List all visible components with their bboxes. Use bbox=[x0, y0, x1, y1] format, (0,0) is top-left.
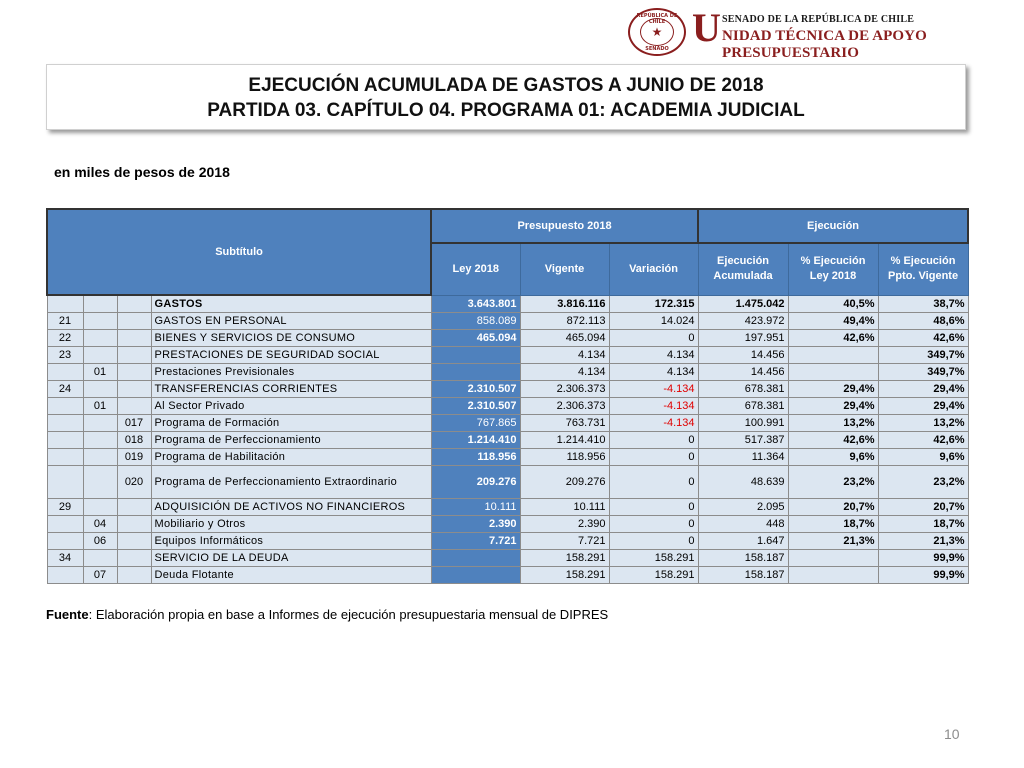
asignacion-cell bbox=[117, 398, 151, 415]
header-text: % Ejecución bbox=[800, 255, 866, 268]
ejecucion-acumulada-cell: 678.381 bbox=[698, 398, 788, 415]
subtitulo-cell bbox=[47, 567, 83, 584]
table-row bbox=[47, 550, 968, 567]
subtitulo-cell bbox=[47, 432, 83, 449]
table-row bbox=[47, 449, 968, 466]
vigente-cell: 1.214.410 bbox=[520, 432, 609, 449]
asignacion-cell bbox=[117, 313, 151, 330]
vigente-cell: 4.134 bbox=[520, 364, 609, 381]
pct-vigente-cell: 9,6% bbox=[878, 449, 968, 466]
asignacion-cell: 019 bbox=[117, 449, 151, 466]
subtitulo-cell: 34 bbox=[47, 550, 83, 567]
asignacion-cell bbox=[117, 516, 151, 533]
vigente-cell: 2.306.373 bbox=[520, 381, 609, 398]
asignacion-cell bbox=[117, 295, 151, 313]
vigente-cell: 872.113 bbox=[520, 313, 609, 330]
pct-ley-cell: 40,5% bbox=[788, 295, 878, 313]
variacion-cell: -4.134 bbox=[609, 398, 698, 415]
description-cell: GASTOS bbox=[151, 295, 431, 313]
pct-vigente-cell: 20,7% bbox=[878, 499, 968, 516]
variacion-cell: 0 bbox=[609, 432, 698, 449]
asignacion-cell: 018 bbox=[117, 432, 151, 449]
variacion-cell: 0 bbox=[609, 330, 698, 347]
ley-cell bbox=[431, 550, 520, 567]
asignacion-cell bbox=[117, 499, 151, 516]
table-row bbox=[47, 330, 968, 347]
item-cell: 01 bbox=[83, 364, 117, 381]
table-row bbox=[47, 567, 968, 584]
pct-vigente-cell: 38,7% bbox=[878, 295, 968, 313]
ejecucion-acumulada-cell: 517.387 bbox=[698, 432, 788, 449]
item-cell bbox=[83, 466, 117, 499]
item-cell: 04 bbox=[83, 516, 117, 533]
title-line-2: PARTIDA 03. CAPÍTULO 04. PROGRAMA 01: ACADEMIA JUDICIAL bbox=[207, 100, 805, 121]
pct-ley-cell: 21,3% bbox=[788, 533, 878, 550]
pct-ley-cell: 29,4% bbox=[788, 381, 878, 398]
ejecucion-acumulada-cell: 2.095 bbox=[698, 499, 788, 516]
asignacion-cell bbox=[117, 533, 151, 550]
senate-seal-logo bbox=[628, 8, 686, 56]
pct-vigente-cell: 349,7% bbox=[878, 364, 968, 381]
subtitulo-cell bbox=[47, 449, 83, 466]
logo-senate-text: SENADO DE LA REPÚBLICA DE CHILE bbox=[722, 14, 915, 25]
subtitulo-cell bbox=[47, 466, 83, 499]
asignacion-cell bbox=[117, 364, 151, 381]
item-cell bbox=[83, 499, 117, 516]
seal-top-text: REPÚBLICA DE CHILE bbox=[636, 13, 678, 25]
pct-vigente-cell: 21,3% bbox=[878, 533, 968, 550]
ejecucion-acumulada-cell: 423.972 bbox=[698, 313, 788, 330]
asignacion-cell bbox=[117, 550, 151, 567]
pct-vigente-cell: 29,4% bbox=[878, 398, 968, 415]
ley-cell: 209.276 bbox=[431, 466, 520, 499]
variacion-cell: -4.134 bbox=[609, 415, 698, 432]
table-row bbox=[47, 415, 968, 432]
vigente-cell: 3.816.116 bbox=[520, 295, 609, 313]
table-row bbox=[47, 295, 968, 313]
description-cell: Al Sector Privado bbox=[151, 398, 431, 415]
item-cell: 07 bbox=[83, 567, 117, 584]
ejecucion-acumulada-cell: 11.364 bbox=[698, 449, 788, 466]
header-presupuesto: Presupuesto 2018 bbox=[431, 209, 698, 243]
budget-table bbox=[46, 208, 969, 584]
ejecucion-acumulada-cell: 1.475.042 bbox=[698, 295, 788, 313]
item-cell bbox=[83, 415, 117, 432]
pct-ley-cell bbox=[788, 550, 878, 567]
ley-cell: 7.721 bbox=[431, 533, 520, 550]
pct-vigente-cell: 13,2% bbox=[878, 415, 968, 432]
ejecucion-acumulada-cell: 48.639 bbox=[698, 466, 788, 499]
vigente-cell: 2.390 bbox=[520, 516, 609, 533]
ley-cell: 2.390 bbox=[431, 516, 520, 533]
variacion-cell: 14.024 bbox=[609, 313, 698, 330]
pct-vigente-cell: 18,7% bbox=[878, 516, 968, 533]
ejecucion-acumulada-cell: 1.647 bbox=[698, 533, 788, 550]
source-label: Fuente bbox=[46, 607, 89, 622]
pct-vigente-cell: 48,6% bbox=[878, 313, 968, 330]
subtitulo-cell bbox=[47, 364, 83, 381]
header-ejecucion-acumulada bbox=[698, 243, 788, 295]
header-subtitulo: Subtítulo bbox=[47, 209, 431, 295]
asignacion-cell bbox=[117, 330, 151, 347]
variacion-cell: 4.134 bbox=[609, 347, 698, 364]
vigente-cell: 118.956 bbox=[520, 449, 609, 466]
subtitulo-cell: 21 bbox=[47, 313, 83, 330]
table-row bbox=[47, 499, 968, 516]
header-text: Acumulada bbox=[713, 270, 773, 283]
ley-cell: 2.310.507 bbox=[431, 398, 520, 415]
asignacion-cell: 020 bbox=[117, 466, 151, 499]
table-row bbox=[47, 364, 968, 381]
table-row bbox=[47, 381, 968, 398]
vigente-cell: 465.094 bbox=[520, 330, 609, 347]
item-cell bbox=[83, 313, 117, 330]
variacion-cell: 0 bbox=[609, 533, 698, 550]
pct-ley-cell bbox=[788, 364, 878, 381]
description-cell: Prestaciones Previsionales bbox=[151, 364, 431, 381]
pct-vigente-cell: 99,9% bbox=[878, 550, 968, 567]
header-text: Ley 2018 bbox=[809, 270, 857, 283]
description-cell: Equipos Informáticos bbox=[151, 533, 431, 550]
description-cell: PRESTACIONES DE SEGURIDAD SOCIAL bbox=[151, 347, 431, 364]
asignacion-cell: 017 bbox=[117, 415, 151, 432]
subtitulo-cell: 29 bbox=[47, 499, 83, 516]
item-cell bbox=[83, 347, 117, 364]
description-cell: Programa de Formación bbox=[151, 415, 431, 432]
source-text: : Elaboración propia en base a Informes de ejecución presupuestaria mensual de DIPRES bbox=[88, 607, 609, 622]
variacion-cell: 0 bbox=[609, 449, 698, 466]
header-text: % Ejecución bbox=[890, 255, 956, 268]
ley-cell: 3.643.801 bbox=[431, 295, 520, 313]
item-cell bbox=[83, 381, 117, 398]
subtitulo-cell bbox=[47, 516, 83, 533]
subtitulo-cell bbox=[47, 415, 83, 432]
item-cell bbox=[83, 330, 117, 347]
vigente-cell: 158.291 bbox=[520, 567, 609, 584]
ejecucion-acumulada-cell: 100.991 bbox=[698, 415, 788, 432]
asignacion-cell bbox=[117, 567, 151, 584]
pct-ley-cell: 23,2% bbox=[788, 466, 878, 499]
title-line-1: EJECUCIÓN ACUMULADA DE GASTOS A JUNIO DE 2018 bbox=[248, 75, 764, 96]
pct-ley-cell bbox=[788, 347, 878, 364]
description-cell: BIENES Y SERVICIOS DE CONSUMO bbox=[151, 330, 431, 347]
pct-ley-cell: 42,6% bbox=[788, 330, 878, 347]
header-pct-ley bbox=[788, 243, 878, 295]
page-number: 10 bbox=[944, 726, 960, 742]
logo-unit-text: NIDAD TÉCNICA DE APOYO PRESUPUESTARIO bbox=[722, 28, 927, 61]
source-note bbox=[46, 607, 608, 622]
seal-star-icon: ★ bbox=[640, 18, 674, 46]
pct-ley-cell: 29,4% bbox=[788, 398, 878, 415]
ley-cell: 858.089 bbox=[431, 313, 520, 330]
description-cell: SERVICIO DE LA DEUDA bbox=[151, 550, 431, 567]
subtitulo-cell: 24 bbox=[47, 381, 83, 398]
pct-ley-cell: 49,4% bbox=[788, 313, 878, 330]
pct-vigente-cell: 29,4% bbox=[878, 381, 968, 398]
title-box bbox=[46, 64, 966, 130]
ejecucion-acumulada-cell: 14.456 bbox=[698, 347, 788, 364]
subtitulo-cell bbox=[47, 533, 83, 550]
table-row bbox=[47, 466, 968, 499]
pct-vigente-cell: 42,6% bbox=[878, 432, 968, 449]
subtitulo-cell: 23 bbox=[47, 347, 83, 364]
variacion-cell: 0 bbox=[609, 516, 698, 533]
pct-vigente-cell: 99,9% bbox=[878, 567, 968, 584]
pct-ley-cell: 13,2% bbox=[788, 415, 878, 432]
pct-vigente-cell: 42,6% bbox=[878, 330, 968, 347]
table-row bbox=[47, 398, 968, 415]
description-cell: ADQUISICIÓN DE ACTIVOS NO FINANCIEROS bbox=[151, 499, 431, 516]
ejecucion-acumulada-cell: 448 bbox=[698, 516, 788, 533]
ley-cell: 2.310.507 bbox=[431, 381, 520, 398]
ejecucion-acumulada-cell: 158.187 bbox=[698, 550, 788, 567]
item-cell bbox=[83, 432, 117, 449]
ejecucion-acumulada-cell: 14.456 bbox=[698, 364, 788, 381]
variacion-cell: 0 bbox=[609, 466, 698, 499]
pct-ley-cell: 42,6% bbox=[788, 432, 878, 449]
description-cell: TRANSFERENCIAS CORRIENTES bbox=[151, 381, 431, 398]
description-cell: Programa de Perfeccionamiento bbox=[151, 432, 431, 449]
ejecucion-acumulada-cell: 158.187 bbox=[698, 567, 788, 584]
variacion-cell: -4.134 bbox=[609, 381, 698, 398]
header-pct-vigente bbox=[878, 243, 968, 295]
ley-cell bbox=[431, 567, 520, 584]
ley-cell: 118.956 bbox=[431, 449, 520, 466]
variacion-cell: 0 bbox=[609, 499, 698, 516]
pct-ley-cell: 20,7% bbox=[788, 499, 878, 516]
item-cell bbox=[83, 550, 117, 567]
ejecucion-acumulada-cell: 678.381 bbox=[698, 381, 788, 398]
header-text: Ejecución bbox=[717, 255, 770, 268]
asignacion-cell bbox=[117, 347, 151, 364]
table-row bbox=[47, 533, 968, 550]
table-row bbox=[47, 313, 968, 330]
ley-cell bbox=[431, 347, 520, 364]
vigente-cell: 2.306.373 bbox=[520, 398, 609, 415]
variacion-cell: 158.291 bbox=[609, 550, 698, 567]
pct-vigente-cell: 23,2% bbox=[878, 466, 968, 499]
ley-cell: 1.214.410 bbox=[431, 432, 520, 449]
description-cell: Programa de Perfeccionamiento Extraordinario bbox=[151, 466, 431, 499]
pct-ley-cell: 9,6% bbox=[788, 449, 878, 466]
pct-ley-cell: 18,7% bbox=[788, 516, 878, 533]
vigente-cell: 763.731 bbox=[520, 415, 609, 432]
logo-letter: U bbox=[692, 5, 721, 50]
header-text: Ppto. Vigente bbox=[887, 270, 959, 283]
item-cell bbox=[83, 449, 117, 466]
pct-vigente-cell: 349,7% bbox=[878, 347, 968, 364]
variacion-cell: 172.315 bbox=[609, 295, 698, 313]
units-label: en miles de pesos de 2018 bbox=[54, 164, 230, 180]
subtitulo-cell: 22 bbox=[47, 330, 83, 347]
variacion-cell: 4.134 bbox=[609, 364, 698, 381]
description-cell: Deuda Flotante bbox=[151, 567, 431, 584]
vigente-cell: 158.291 bbox=[520, 550, 609, 567]
description-cell: Mobiliario y Otros bbox=[151, 516, 431, 533]
header-ley: Ley 2018 bbox=[431, 243, 520, 295]
header-vigente: Vigente bbox=[520, 243, 609, 295]
description-cell: Programa de Habilitación bbox=[151, 449, 431, 466]
table-row bbox=[47, 516, 968, 533]
description-cell: GASTOS EN PERSONAL bbox=[151, 313, 431, 330]
table-row bbox=[47, 432, 968, 449]
seal-bottom-text: SENADO bbox=[645, 46, 669, 52]
ley-cell: 767.865 bbox=[431, 415, 520, 432]
vigente-cell: 10.111 bbox=[520, 499, 609, 516]
variacion-cell: 158.291 bbox=[609, 567, 698, 584]
ejecucion-acumulada-cell: 197.951 bbox=[698, 330, 788, 347]
pct-ley-cell bbox=[788, 567, 878, 584]
ley-cell bbox=[431, 364, 520, 381]
asignacion-cell bbox=[117, 381, 151, 398]
subtitulo-cell bbox=[47, 295, 83, 313]
vigente-cell: 4.134 bbox=[520, 347, 609, 364]
ley-cell: 465.094 bbox=[431, 330, 520, 347]
ley-cell: 10.111 bbox=[431, 499, 520, 516]
item-cell: 06 bbox=[83, 533, 117, 550]
vigente-cell: 209.276 bbox=[520, 466, 609, 499]
subtitulo-cell bbox=[47, 398, 83, 415]
vigente-cell: 7.721 bbox=[520, 533, 609, 550]
item-cell: 01 bbox=[83, 398, 117, 415]
header-ejecucion: Ejecución bbox=[698, 209, 968, 243]
item-cell bbox=[83, 295, 117, 313]
header-variacion: Variación bbox=[609, 243, 698, 295]
table-row bbox=[47, 347, 968, 364]
